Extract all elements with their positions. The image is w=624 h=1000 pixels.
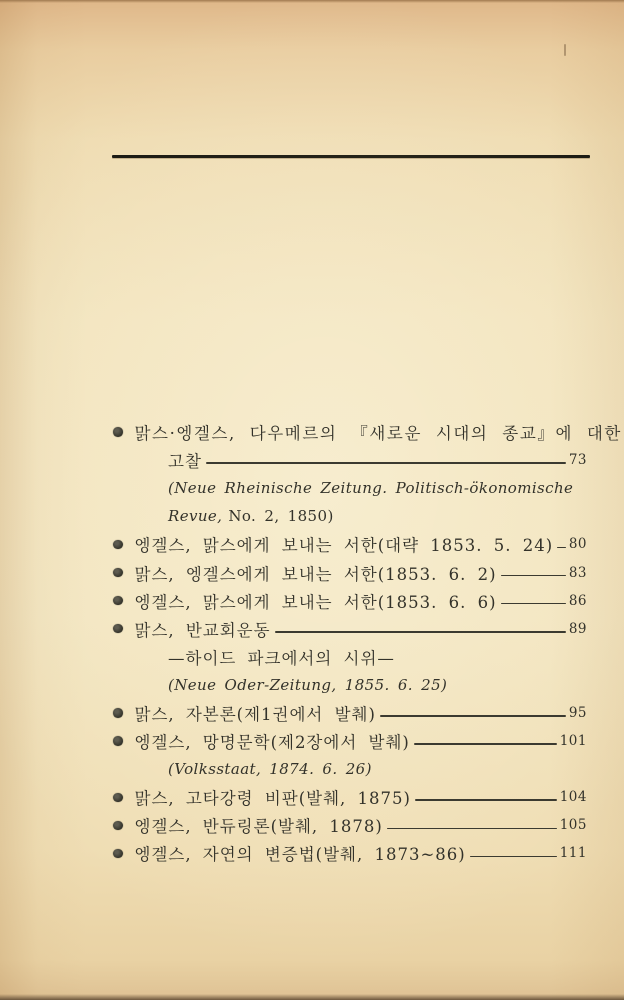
toc-entry <box>0 811 624 839</box>
toc-entry <box>0 727 624 755</box>
toc-entry <box>0 699 624 727</box>
toc-entry-title: 엥겔스, 자연의 변증법(발췌, 1873~86) <box>134 845 466 865</box>
toc-subtitle-line <box>0 643 624 671</box>
table-of-contents <box>0 418 624 868</box>
bullet-icon <box>113 624 123 634</box>
dash-leader <box>557 547 566 549</box>
source-title: Revue, <box>168 507 223 526</box>
toc-entry-continuation <box>0 446 624 474</box>
source-detail: No. 2, 1850) <box>228 507 334 526</box>
toc-entry <box>0 418 624 446</box>
source-title: (Neue Oder-Zeitung, 1855. 6. 25) <box>168 675 448 694</box>
toc-entry-title: 맑스, 반교회운동 <box>134 620 271 640</box>
toc-source-line <box>0 755 624 783</box>
toc-entry-title: 엥겔스, 맑스에게 보내는 서한(1853. 6. 6) <box>134 592 497 612</box>
toc-entry-title: 고찰 <box>168 452 202 472</box>
toc-subtitle: —하이드 파크에서의 시위— <box>168 648 395 668</box>
toc-entry <box>0 558 624 586</box>
dash-leader <box>206 462 566 464</box>
toc-source-line <box>0 502 624 530</box>
toc-page-number: 105 <box>559 817 587 834</box>
toc-entry-title: 엥겔스, 망명문학(제2장에서 발췌) <box>134 733 410 753</box>
toc-entry-title: 엥겔스, 맑스에게 보내는 서한(대략 1853. 5. 24) <box>134 536 554 556</box>
bullet-icon <box>113 793 123 803</box>
toc-page-number: 101 <box>559 733 587 750</box>
header-rule <box>112 155 590 158</box>
toc-page-number: 104 <box>559 789 587 806</box>
toc-page-number: 95 <box>568 704 587 721</box>
dash-leader <box>470 856 557 858</box>
toc-entry <box>0 615 624 643</box>
toc-source-line <box>0 671 624 699</box>
bullet-icon <box>113 736 123 746</box>
dash-leader <box>275 631 566 633</box>
paper-scratch-mark <box>564 44 566 56</box>
toc-page-number: 111 <box>559 845 587 862</box>
bullet-icon <box>113 821 123 831</box>
toc-source-line <box>0 474 624 502</box>
toc-page-number: 80 <box>568 536 587 553</box>
toc-page-number: 73 <box>568 452 587 469</box>
bullet-icon <box>113 849 123 859</box>
source-title: (Neue Rheinische Zeitung. Politisch-ökonomische <box>168 479 574 498</box>
bullet-icon <box>113 540 123 550</box>
toc-entry-title: 맑스, 자본론(제1권에서 발췌) <box>134 704 376 724</box>
bullet-icon <box>113 596 123 606</box>
bullet-icon <box>113 427 123 437</box>
scan-top-edge <box>0 0 624 3</box>
toc-page-number: 83 <box>568 564 587 581</box>
toc-page-number: 89 <box>568 620 587 637</box>
toc-entry <box>0 783 624 811</box>
dash-leader <box>380 715 566 717</box>
dash-leader <box>501 575 566 577</box>
bullet-icon <box>113 568 123 578</box>
bullet-icon <box>113 708 123 718</box>
dash-leader <box>501 603 566 605</box>
dash-leader <box>414 743 557 745</box>
toc-entry-title: 맑스, 엥겔스에게 보내는 서한(1853. 6. 2) <box>134 564 497 584</box>
toc-entry-title: 맑스·엥겔스, 다우메르의 『새로운 시대의 종교』에 대한 <box>134 424 622 444</box>
scan-bottom-edge <box>0 994 624 1000</box>
toc-entry-title: 엥겔스, 반듀링론(발췌, 1878) <box>134 817 383 837</box>
toc-entry-title: 맑스, 고타강령 비판(발췌, 1875) <box>134 789 411 809</box>
toc-entry <box>0 587 624 615</box>
source-title: (Volksstaat, 1874. 6. 26) <box>168 760 372 779</box>
toc-entry <box>0 530 624 558</box>
toc-entry <box>0 839 624 867</box>
dash-leader <box>387 828 557 830</box>
toc-page-number: 86 <box>568 592 587 609</box>
dash-leader <box>415 799 557 801</box>
